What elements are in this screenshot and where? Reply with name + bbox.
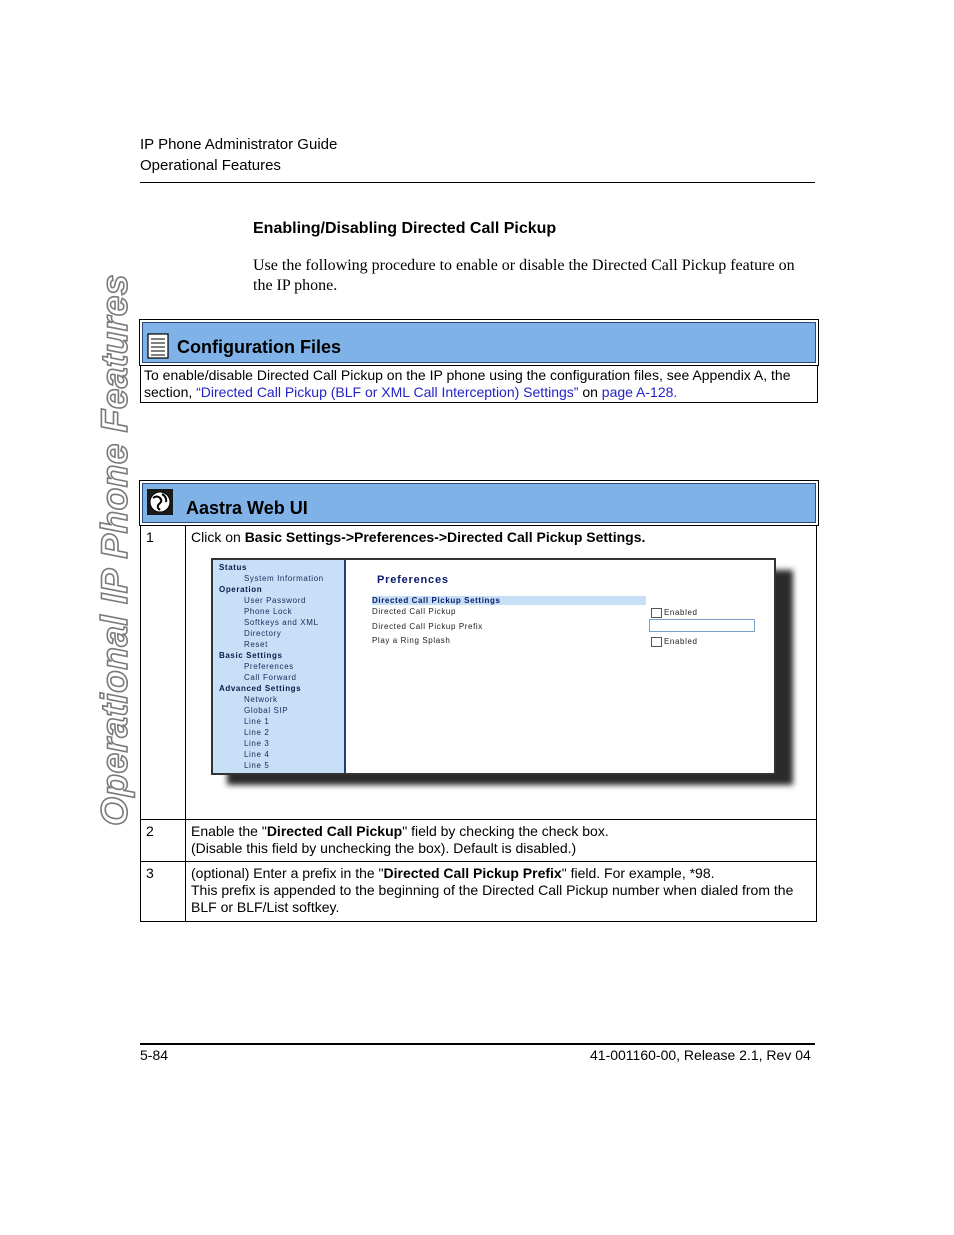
nav-item-phone-lock[interactable]: Phone Lock xyxy=(244,607,293,616)
step-text xyxy=(186,820,817,862)
section-title: Enabling/Disabling Directed Call Pickup xyxy=(253,220,557,237)
step-text-bold: Basic Settings->Preferences->Directed Call Pickup Settings. xyxy=(244,529,646,545)
step-text-post: " field. For example, *98. xyxy=(561,865,715,881)
directed-call-pickup-checkbox[interactable] xyxy=(651,608,662,618)
config-files-title: Configuration Files xyxy=(177,337,341,357)
web-ui-header xyxy=(142,483,816,523)
nav-item-call-forward[interactable]: Call Forward xyxy=(244,673,297,682)
step-text-bold: Directed Call Pickup Prefix xyxy=(383,865,562,881)
nav-item-directory[interactable]: Directory xyxy=(244,629,282,638)
directed-call-pickup-label: Directed Call Pickup xyxy=(372,607,457,616)
web-ui-title: Aastra Web UI xyxy=(186,498,308,518)
config-link-page[interactable]: page A-128. xyxy=(601,384,678,400)
step-text-pre: Enable the " xyxy=(191,823,267,839)
document-number: 41-001160-00, Release 2.1, Rev 04 xyxy=(590,1047,811,1063)
play-ring-splash-label: Play a Ring Splash xyxy=(372,636,451,645)
nav-group-operation[interactable]: Operation xyxy=(219,585,263,594)
header-rule xyxy=(140,182,815,183)
step-number: 1 xyxy=(141,526,186,820)
nav-item-softkeys-xml[interactable]: Softkeys and XML xyxy=(244,618,319,627)
config-link-section[interactable]: “Directed Call Pickup (BLF or XML Call Interception) Settings” xyxy=(196,384,579,400)
config-text-pre: To enable/disable Directed Call Pickup on the IP phone using the configuration files, see Appendix A, the section, xyxy=(144,367,791,400)
nav-item-network[interactable]: Network xyxy=(244,695,278,704)
config-files-header xyxy=(142,322,816,363)
web-ui-screenshot xyxy=(211,558,776,775)
nav-item-line-4[interactable]: Line 4 xyxy=(244,750,270,759)
running-header-chapter: Operational Features xyxy=(140,157,281,174)
page-number: 5-84 xyxy=(140,1047,169,1063)
nav-item-line-2[interactable]: Line 2 xyxy=(244,728,270,737)
nav-group-status[interactable]: Status xyxy=(219,563,248,572)
play-ring-splash-checkbox[interactable] xyxy=(651,637,662,647)
nav-item-user-password[interactable]: User Password xyxy=(244,596,307,605)
step-text-line2: (Disable this field by unchecking the box). Default is disabled.) xyxy=(191,840,577,856)
preferences-title: Preferences xyxy=(377,574,449,586)
intro-paragraph: Use the following procedure to enable or disable the Directed Call Pickup feature on the IP phone. xyxy=(253,257,795,294)
step-number: 2 xyxy=(141,820,186,862)
directed-call-pickup-enabled-label: Enabled xyxy=(664,608,698,617)
nav-item-preferences[interactable]: Preferences xyxy=(244,662,294,671)
step-text-pre: (optional) Enter a prefix in the " xyxy=(191,865,384,881)
step-text-bold: Directed Call Pickup xyxy=(266,823,403,839)
running-header-title: IP Phone Administrator Guide xyxy=(140,136,338,153)
config-text-mid: on xyxy=(578,384,602,400)
config-files-body xyxy=(140,365,818,403)
nav-group-basic-settings[interactable]: Basic Settings xyxy=(219,651,283,660)
table-row xyxy=(141,820,817,862)
step-text-line2: This prefix is appended to the beginning of the Directed Call Pickup number when dialed from the BLF or BLF/List softkey. xyxy=(191,882,794,915)
globe-icon xyxy=(147,489,173,515)
step-text-pre: Click on xyxy=(191,529,245,545)
directed-call-pickup-prefix-input[interactable] xyxy=(649,619,755,632)
step-text xyxy=(186,862,817,922)
web-ui-sidebar xyxy=(213,560,346,773)
nav-item-global-sip[interactable]: Global SIP xyxy=(244,706,289,715)
table-row xyxy=(141,862,817,922)
nav-group-advanced-settings[interactable]: Advanced Settings xyxy=(219,684,302,693)
play-ring-splash-enabled-label: Enabled xyxy=(664,637,698,646)
step-text-post: " field by checking the check box. xyxy=(402,823,609,839)
nav-item-line-3[interactable]: Line 3 xyxy=(244,739,270,748)
side-chapter-title: Operational IP Phone Features xyxy=(94,274,135,826)
directed-call-pickup-prefix-label: Directed Call Pickup Prefix xyxy=(372,622,483,631)
step-number: 3 xyxy=(141,862,186,922)
document-icon xyxy=(147,333,169,359)
nav-item-line-1[interactable]: Line 1 xyxy=(244,717,270,726)
directed-call-pickup-settings-heading: Directed Call Pickup Settings xyxy=(372,596,646,605)
nav-item-line-5[interactable]: Line 5 xyxy=(244,761,270,770)
footer-rule xyxy=(140,1043,815,1045)
nav-item-system-information[interactable]: System Information xyxy=(244,574,324,583)
nav-item-reset[interactable]: Reset xyxy=(244,640,268,649)
